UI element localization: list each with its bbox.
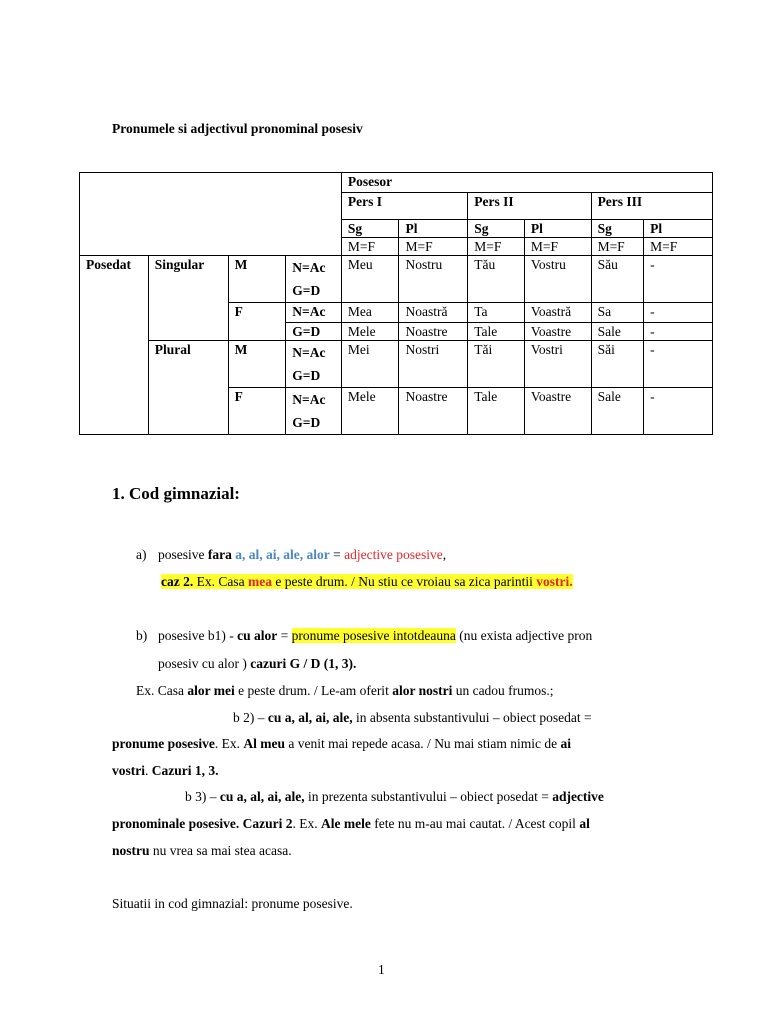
case-gd: G=D — [286, 323, 342, 341]
text-run: = — [277, 628, 292, 643]
table-cell: Vostru — [524, 256, 591, 303]
text-run: e peste drum. / Le-am oferit — [234, 683, 393, 698]
table-cell: Voastre — [524, 323, 591, 341]
gen-header: M=F — [341, 238, 399, 256]
highlighted-text: pronume posesive intotdeauna — [291, 628, 456, 643]
text-run: . — [145, 763, 152, 778]
num-header: Pl — [524, 220, 591, 238]
item-b-example — [136, 682, 554, 700]
text-run: cu alor — [237, 628, 278, 643]
table-cell: Ta — [468, 303, 525, 323]
text-run: = — [329, 547, 345, 562]
gen-header: M=F — [399, 238, 468, 256]
table-cell: - — [644, 323, 713, 341]
possessive-table — [79, 172, 713, 435]
table-cell: Său — [591, 256, 644, 303]
text-run: a venit mai repede acasa. / Nu mai stiam nimic de — [285, 736, 561, 751]
text-run: mea — [247, 574, 272, 589]
text-run: a, al, ai, ale, alor — [235, 547, 330, 562]
text-run: ai — [560, 736, 572, 751]
posesor-header: Posesor — [341, 173, 712, 193]
table-cell: Mea — [341, 303, 399, 323]
case-cell — [286, 256, 342, 303]
text-run: Cazuri 1, 3. — [151, 763, 219, 778]
table-cell: Nostri — [399, 341, 468, 388]
section-heading: 1. Cod gimnazial: — [112, 484, 240, 503]
case-gd: G=D — [292, 283, 321, 298]
table-cell: Tale — [468, 388, 525, 435]
gender-label: F — [228, 388, 286, 435]
case-gd: G=D — [292, 415, 321, 430]
page-number: 1 — [378, 962, 385, 977]
highlighted-example — [161, 574, 573, 589]
text-run: alor mei — [187, 683, 235, 698]
table-cell: Mele — [341, 388, 399, 435]
table-cell: - — [644, 388, 713, 435]
b2-line-2 — [112, 735, 571, 753]
gender-label: M — [228, 256, 286, 303]
gen-header: M=F — [468, 238, 525, 256]
table-cell: Meu — [341, 256, 399, 303]
case-cell — [286, 388, 342, 435]
num-header: Sg — [591, 220, 644, 238]
table-cell: Mele — [341, 323, 399, 341]
text-run: al — [579, 816, 590, 831]
posedat-label: Posedat — [80, 256, 149, 435]
b2-line-1 — [233, 709, 592, 727]
text-run: posesive — [158, 547, 208, 562]
b3-line-1 — [185, 788, 604, 806]
text-run: b 2) – — [233, 710, 268, 725]
text-run: Ex. Casa — [136, 683, 188, 698]
num-header: Sg — [468, 220, 525, 238]
pers-3-header: Pers III — [591, 193, 712, 220]
text-run: Al meu — [243, 736, 286, 751]
table-cell: Voastră — [524, 303, 591, 323]
text-run: b 3) – — [185, 789, 220, 804]
text-run: nu vrea sa mai stea acasa. — [149, 843, 292, 858]
case-nac: N=Ac — [292, 260, 326, 275]
table-cell: Tăi — [468, 341, 525, 388]
item-b-line-2 — [158, 655, 356, 673]
table-cell: Noastre — [399, 388, 468, 435]
text-run: posesiv cu alor ) — [158, 656, 251, 671]
plural-label: Plural — [148, 341, 228, 435]
list-marker-a: a) — [136, 547, 147, 562]
table-cell: Sa — [591, 303, 644, 323]
text-run: Ale mele — [321, 816, 371, 831]
case-cell — [286, 341, 342, 388]
gen-header: M=F — [591, 238, 644, 256]
num-header: Sg — [341, 220, 399, 238]
case-nac: N=Ac — [286, 303, 342, 323]
table-cell: Mei — [341, 341, 399, 388]
table-cell: Noastre — [399, 323, 468, 341]
text-run: vostri — [112, 763, 145, 778]
pers-2-header: Pers II — [468, 193, 591, 220]
table-cell: Tău — [468, 256, 525, 303]
table-cell: - — [644, 303, 713, 323]
item-a-line-1 — [158, 546, 446, 564]
text-run: , — [442, 547, 447, 562]
text-run: cu a, al, ai, ale, — [267, 710, 353, 725]
text-run: cu a, al, ai, ale, — [219, 789, 305, 804]
text-run: pronume posesive — [112, 736, 215, 751]
case-gd: G=D — [292, 368, 321, 383]
b3-line-2 — [112, 815, 590, 833]
table-cell: - — [644, 256, 713, 303]
text-run: (nu exista adjective pron — [455, 628, 593, 643]
page-title: Pronumele si adjectivul pronominal posesiv — [112, 121, 363, 136]
text-run: adjective posesive — [344, 547, 443, 562]
num-header: Pl — [399, 220, 468, 238]
item-a-example — [161, 573, 573, 591]
pers-1-header: Pers I — [341, 193, 467, 220]
gender-label: M — [228, 341, 286, 388]
list-marker-b: b) — [136, 628, 148, 643]
table-cell: Nostru — [399, 256, 468, 303]
situatii-line: Situatii in cod gimnazial: pronume posesive. — [112, 896, 353, 911]
text-run: cazuri G / D (1, 3). — [250, 656, 357, 671]
text-run: pronominale posesive. Cazuri 2 — [112, 816, 293, 831]
table-cell: Sale — [591, 323, 644, 341]
table-cell: - — [644, 341, 713, 388]
text-run: Ex. Casa — [193, 574, 248, 589]
table-cell: Vostri — [524, 341, 591, 388]
text-run: in absenta substantivului – obiect posedat = — [352, 710, 592, 725]
text-run: . Ex. — [214, 736, 244, 751]
text-run: in prezenta substantivului – obiect posedat = — [304, 789, 553, 804]
table-cell: Sale — [591, 388, 644, 435]
b2-line-3 — [112, 762, 219, 780]
text-run: vostri. — [536, 574, 573, 589]
num-header: Pl — [644, 220, 713, 238]
text-run: caz 2. — [161, 574, 194, 589]
text-run: fete nu m-au mai cautat. / Acest copil — [370, 816, 580, 831]
text-run: nostru — [112, 843, 150, 858]
text-run: posesive b1) - — [158, 628, 238, 643]
gen-header: M=F — [524, 238, 591, 256]
text-run: un cadou frumos.; — [452, 683, 554, 698]
text-run: adjective — [552, 789, 604, 804]
table-cell: Noastră — [399, 303, 468, 323]
text-run: . Ex. — [292, 816, 322, 831]
item-b-line-1 — [158, 627, 592, 645]
table-cell: Săi — [591, 341, 644, 388]
b3-line-3 — [112, 842, 292, 860]
text-run: alor nostri — [392, 683, 453, 698]
table-corner-cell — [80, 173, 342, 256]
gen-header: M=F — [644, 238, 713, 256]
case-nac: N=Ac — [292, 392, 326, 407]
singular-label: Singular — [148, 256, 228, 341]
text-run: e peste drum. / Nu stiu ce vroiau sa zica parintii — [271, 574, 537, 589]
gender-label: F — [228, 303, 286, 341]
table-cell: Voastre — [524, 388, 591, 435]
table-cell: Tale — [468, 323, 525, 341]
text-run: fara — [207, 547, 236, 562]
case-nac: N=Ac — [292, 345, 326, 360]
